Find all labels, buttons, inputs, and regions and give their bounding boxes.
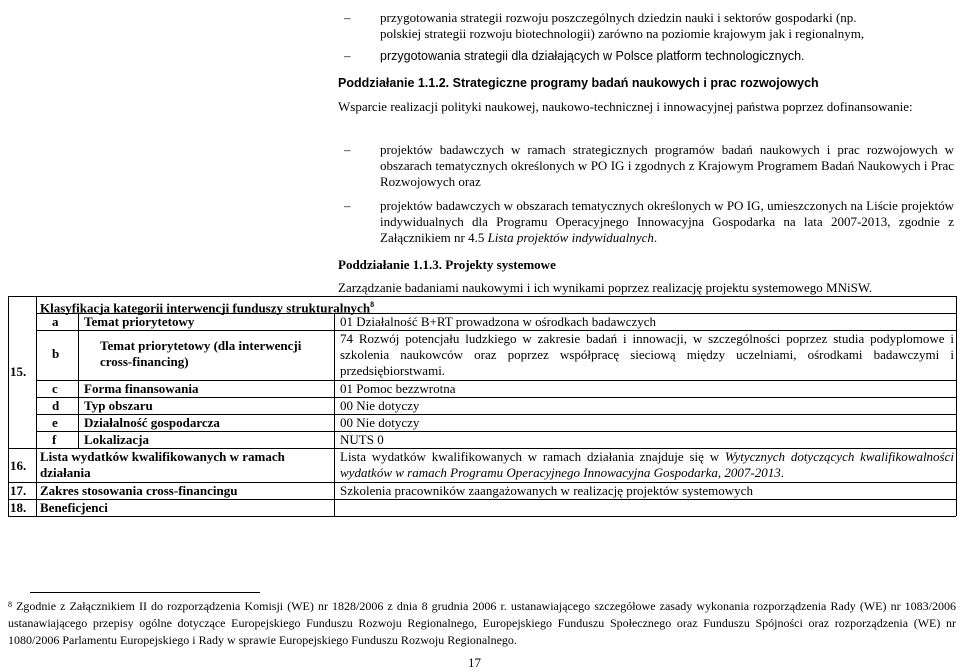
row-value: 01 Pomoc bezzwrotna — [340, 381, 456, 396]
row-value: 00 Nie dotyczy — [340, 415, 420, 430]
section-intro: Wsparcie realizacji polityki naukowej, naukowo-technicznej i innowacyjnej państwa poprzez dofinansowanie: — [338, 99, 913, 114]
table-rule — [8, 296, 9, 516]
row-letter: d — [52, 398, 60, 413]
list-item — [380, 10, 956, 42]
row-label: Lista wydatków kwalifikowanych w ramach działania — [40, 449, 285, 480]
table-rule — [36, 296, 37, 516]
section-heading: Poddziałanie 1.1.3. Projekty systemowe — [338, 257, 556, 272]
row-label: Temat priorytetowy (dla interwencji cross-financing) — [100, 338, 302, 369]
footnote-marker: 8 — [8, 600, 12, 609]
row-value: NUTS 0 — [340, 432, 384, 447]
row-letter: b — [52, 346, 60, 361]
row-label: Działalność gospodarcza — [84, 415, 220, 430]
list-dash: – — [344, 48, 351, 63]
list-item: projektów badawczych w ramach strategicznych programów badań naukowych i prac rozwojowych w obszarach tematycznych określonych w PO IG i zgodnych z Krajowym Programem Badań Naukowych i Prac Rozwojowych oraz — [380, 142, 954, 189]
footnote-text: Zgodnie z Załącznikiem II do rozporządzenia Komisji (WE) nr 1828/2006 z dnia 8 grudnia 2006 r. ustanawiającego szczegółowe zasady wykonania rozporządzenia Rady (WE) nr 1083/2006 ustanawiającego przepisy ogólne dotyczące Europejskiego Funduszu Rozwoju Regionalnego, Europejskiego Funduszu Społecznego oraz Funduszu Spójności oraz rozporządzenia (WE) nr 1080/2006 Parlamentu Europejskiego i Rady w sprawie Europejskiego Funduszu Rozwoju Regionalnego. — [8, 599, 957, 647]
list-dash: – — [344, 142, 351, 157]
list-item-text: projektów badawczych w obszarach tematycznych określonych w PO IG, umieszczonych na Liście projektów indywidualnych dla Programu Operacyjnego Innowacyjna Gospodarka na lata 2007-2013, zgodnie z Załącznikiem nr 4.5 — [380, 198, 954, 245]
row-letter: e — [52, 415, 58, 430]
row-value — [340, 449, 954, 481]
row-label: Zakres stosowania cross-financingu — [40, 483, 238, 498]
row-label: Lokalizacja — [84, 432, 149, 447]
row-value-italic: Wytycznych dotyczących kwalifikowalności wydatków w ramach Programu Operacyjnego Innowacyjna Gospodarka, 2007-2013 — [340, 449, 954, 480]
section-text: Zarządzanie badaniami naukowymi i ich wynikami poprzez realizację projektu systemowego MNiSW. — [338, 280, 873, 295]
list-item-italic: Lista projektów indywidualnych — [487, 230, 654, 245]
row-label: Typ obszaru — [84, 398, 153, 413]
table-rule — [36, 397, 956, 398]
row-number: 17. — [10, 483, 27, 498]
list-dash: – — [344, 198, 351, 213]
table-rule — [36, 431, 956, 432]
table-header-text: Klasyfikacja kategorii interwencji funduszy strukturalnych — [40, 300, 371, 316]
row-value-text: . — [780, 465, 784, 480]
list-item-line: polskiej strategii rozwoju biotechnologii) zarówno na poziomie krajowym jak i regionalnym, — [380, 26, 865, 41]
row-value: 00 Nie dotyczy — [340, 398, 420, 413]
page-number: 17 — [468, 655, 481, 670]
table-rule — [8, 499, 956, 500]
row-number: 15. — [10, 364, 27, 379]
list-item: przygotowania strategii dla działających w Polsce platform technologicznych. — [380, 49, 805, 63]
table-rule — [334, 313, 335, 516]
footnote-separator — [30, 592, 260, 593]
row-value: Szkolenia pracowników zaangażowanych w realizację projektów systemowych — [340, 483, 753, 498]
row-letter: f — [52, 432, 57, 447]
footnote — [8, 598, 956, 649]
row-label: Temat priorytetowy — [84, 314, 195, 329]
row-number: 18. — [10, 500, 27, 515]
footnote-ref: 8 — [370, 300, 375, 309]
list-item-text: . — [653, 230, 658, 245]
row-label: Beneficjenci — [40, 500, 108, 515]
row-value-text: Lista wydatków kwalifikowanych w ramach działania znajduje się w — [340, 449, 725, 464]
row-label: Forma finansowania — [84, 381, 199, 396]
list-item-line: przygotowania strategii rozwoju poszczególnych dziedzin nauki i sektorów gospodarki (np. — [380, 10, 857, 25]
row-letter: a — [52, 314, 59, 329]
row-letter: c — [52, 381, 58, 396]
row-value: 01 Działalność B+RT prowadzona w ośrodkach badawczych — [340, 314, 657, 329]
row-number: 16. — [10, 458, 27, 473]
table-rule — [956, 296, 957, 516]
row-value: 74 Rozwój potencjału ludzkiego w zakresie badań i innowacji, w szczególności poprzez studia podyplomowe i szkolenia naukowców oraz poprzez współpracę sieciową między uczelniami, ośrodkami badawczymi i przedsiębiorstwami. — [340, 331, 954, 378]
table-rule — [8, 516, 956, 517]
list-dash: – — [344, 10, 351, 25]
list-item — [380, 198, 954, 246]
section-heading: Poddziałanie 1.1.2. Strategiczne programy badań naukowych i prac rozwojowych — [338, 76, 819, 90]
table-rule — [78, 313, 79, 448]
